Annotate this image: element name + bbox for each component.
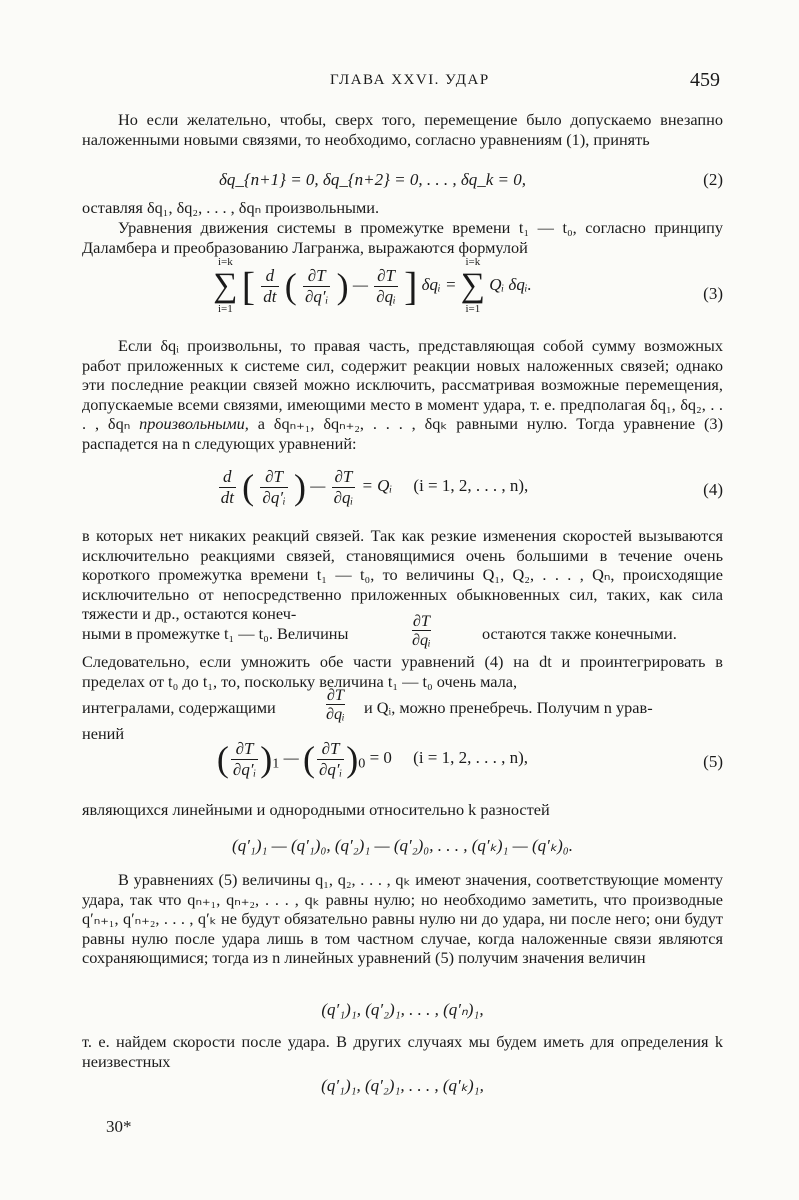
equation-2 (82, 170, 723, 192)
page-number: 459 (690, 69, 720, 91)
equation-3 (82, 256, 723, 326)
equation-3-rhs: Qᵢ δqᵢ. (489, 274, 532, 294)
paragraph-4: Если δqᵢ произвольны, то правая часть, представляющая собой сумму возможных работ приложенных к системе сил, содержит реакции новых наложенных связей; однако эти последние реакции связей можно исключить, рассматривая возможные перемещения, допускаемые всеми связями, имеющими место в момент удара, т. е. предполагая δq₁, δq₂, . . . , δqₙ произвольными, а δqₙ₊₁, δqₙ₊₂, . . . , δqₖ равными нулю. Тогда уравнение (3) распадется на n следующих уравнений: (82, 336, 723, 453)
equation-2-body: δq_{n+1} = 0, δq_{n+2} = 0, . . . , δq_k = 0, (218, 170, 527, 189)
equation-4-number: (4) (703, 480, 723, 499)
paragraph-5-line-end: нений (82, 724, 125, 743)
paragraph-7: В уравнениях (5) величины q₁, q₂, . . . , qₖ имеют значения, соответствующие моменту удара, так что qₙ₊₁, qₙ₊₂, . . . , qₖ равны нулю; но необходимо заметить, что производные q′ₙ₊₁, q′ₙ₊₂, . . . , q′ₖ не будут обязательно равны нулю ни до удара, ни после него; они будут равны нулю после удара лишь в том частном случае, когда наложенные связи являются сохраняющимися; тогда из n линейных уравнений (5) получим значения величин (82, 870, 723, 968)
paragraph-3: Уравнения движения системы в промежутке времени t₁ — t₀, согласно принципу Даламбера и преобразованию Лагранжа, выражаются формулой (82, 218, 723, 257)
paragraph-8: т. е. найдем скорости после удара. В других случаях мы будем иметь для определения k неизвестных (82, 1032, 723, 1071)
paragraph-1: Но если желательно, чтобы, сверх того, перемещение было допускаемо внезапно наложенными новыми связями, то необходимо, согласно уравнениям (1), принять (82, 110, 723, 149)
equation-3-factor: δqᵢ = (421, 274, 457, 294)
frac-dT-dqprime: $\frac{\partial T}{\text{∂q′ᵢ}}$ (305, 265, 329, 306)
equation-5 (82, 738, 723, 788)
paragraph-5-cont: Следовательно, если умножить обе части уравнений (4) на dt и проинтегрировать в пределах от t₀ до t₁, то, поскольку величина t₁ — t₀ очень мала, (82, 652, 723, 691)
signature-mark: 30* (106, 1117, 132, 1136)
paragraph-2: оставляя δq₁, δq₂, . . . , δqₙ произвольными. (82, 198, 380, 217)
emphasis-arbitrary: произвольными, (139, 414, 249, 434)
page-header (0, 69, 799, 94)
differences-line: (q′₁)₁ — (q′₁)₀, (q′₂)₁ — (q′₂)₀, . . . , (q′ₖ)₁ — (q′ₖ)₀. (232, 836, 573, 855)
frac-d-dt: $\frac{d}{dt}$ (263, 265, 277, 306)
inline-frac-dT-dq-2: $\frac{\partial T}{\text{∂qᵢ}}$ (326, 685, 345, 723)
frac-dT-dq: $\frac{\partial T}{\text{∂qᵢ}}$ (376, 265, 396, 306)
velocities-n-line: (q′₁)₁, (q′₂)₁, . . . , (q′ₙ)₁, (321, 1000, 484, 1019)
equation-4-body: $\frac{d}{dt}$ ( $\frac{\partial T}{\text{∂q′ᵢ}}$ ) — $\frac{\partial T}{\text{∂qᵢ}}$ = Qᵢ (i = 1, 2, . . . , n), (220, 466, 529, 507)
equation-4 (82, 466, 723, 514)
equation-3-body: i=k ∑ i=1 [ $\frac{d}{dt}$ ( $\frac{\partial T}{\text{∂q′ᵢ}}$ ) — $\frac{\partial T}{\text{∂qᵢ}}$ ] δqᵢ = i=k ∑ i=1 Qᵢ δqᵢ. (213, 256, 532, 315)
paragraph-6: являющихся линейными и однородными относительно k разностей (82, 800, 550, 819)
sum-symbol-right: i=k ∑ i=1 (460, 256, 485, 315)
equation-2-number: (2) (703, 170, 723, 189)
paragraph-5-line-integrals: интегралами, содержащими $\frac{\partial T}{\text{∂qᵢ}}$ и Qᵢ, можно пренебречь. Получим n урав- (82, 685, 653, 723)
velocities-k-line: (q′₁)₁, (q′₂)₁, . . . , (q′ₖ)₁, (321, 1076, 484, 1095)
paragraph-5: в которых нет никаких реакций связей. Так как резкие изменения скоростей вызываются исключительно реакциями связей, становящимися очень большими в течение очень короткого промежутка времени t₁ — t₀, то величины Q₁, Q₂, . . . , Qₙ, происходящие исключительно от непосредственно приложенных обыкновенных сил, таких, как сила тяжести и др., остаются конеч- (82, 526, 723, 624)
equation-5-body: ( $\frac{\partial T}{\text{∂q′ᵢ}}$ )$_1$ — ( $\frac{\partial T}{\text{∂q′ᵢ}}$ )$_0 = 0$ (i = 1, 2, . . . , n), (216, 738, 529, 779)
equation-5-number: (5) (703, 752, 723, 771)
paragraph-5-line-fraction: ными в промежутке t₁ — t₀. Величины $\frac{\partial T}{\text{∂qᵢ}}$ остаются также конечными. (82, 611, 677, 649)
running-title: ГЛАВА XXVI. УДАР (330, 72, 490, 88)
equation-3-number: (3) (703, 284, 723, 303)
sum-symbol-left: i=k ∑ i=1 (213, 256, 238, 315)
inline-frac-dT-dq: $\frac{\partial T}{\text{∂qᵢ}}$ (412, 611, 431, 649)
